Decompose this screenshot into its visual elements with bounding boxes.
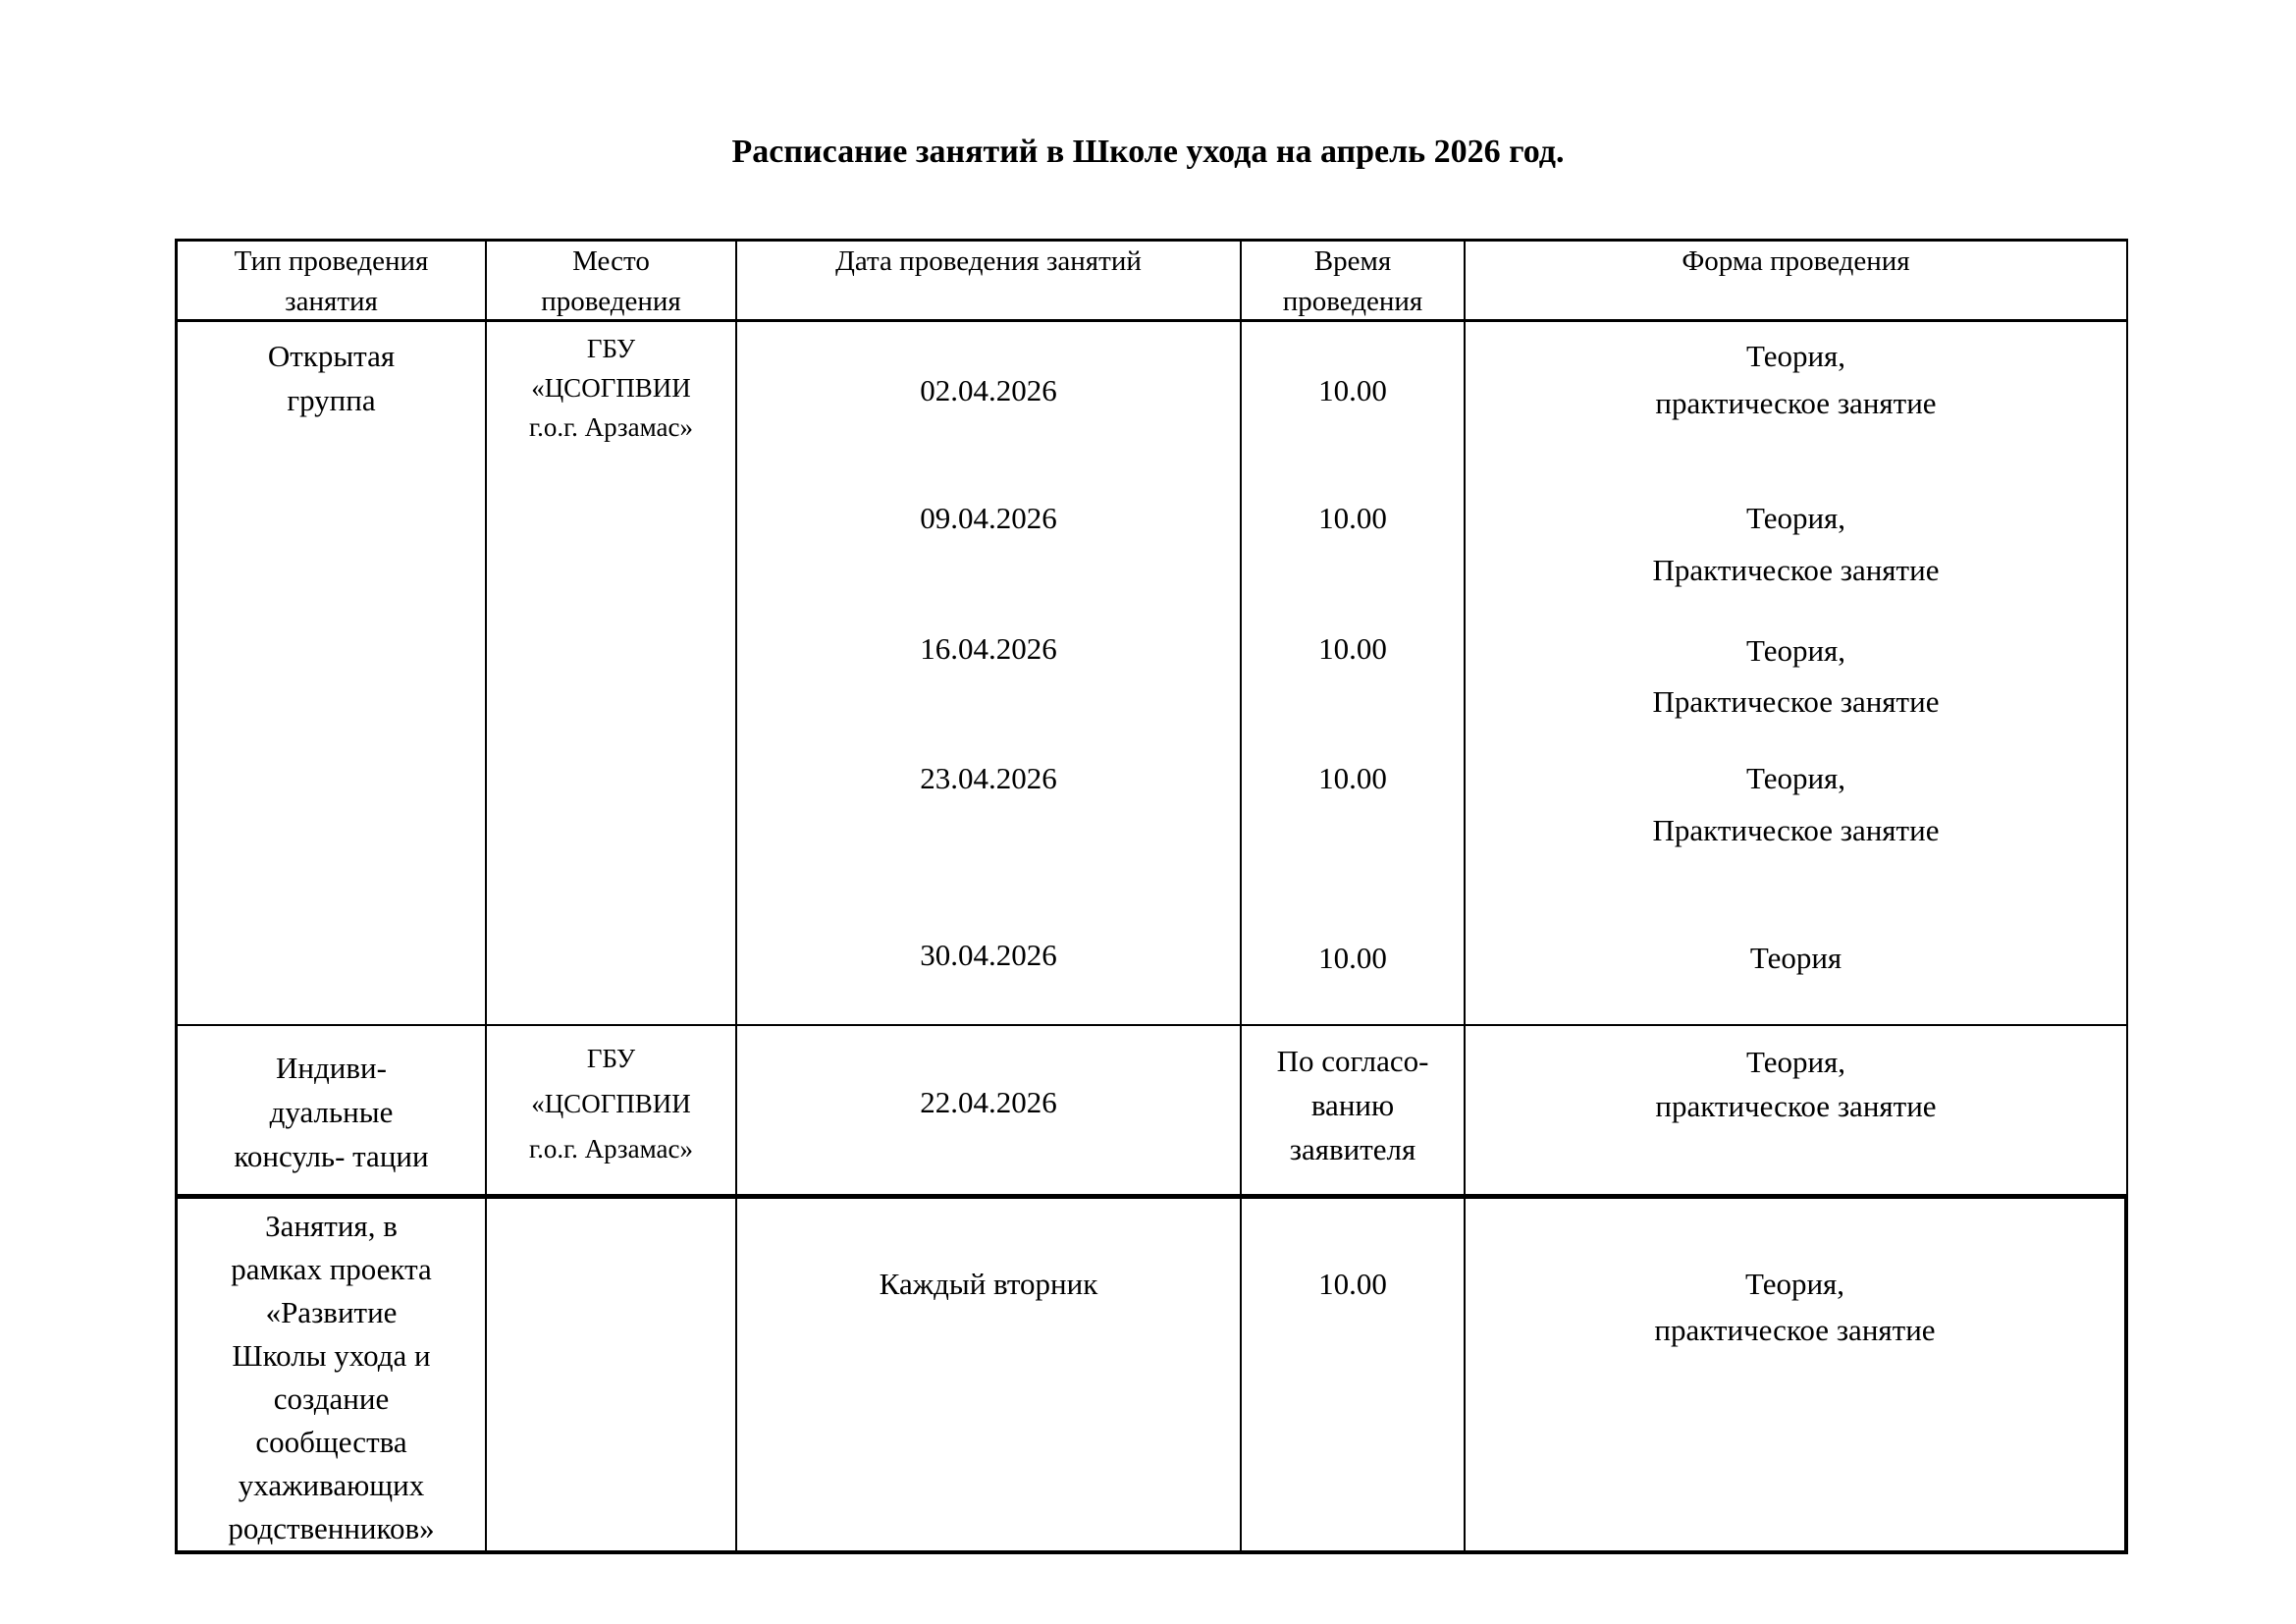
session-time: 10.00: [1318, 631, 1387, 666]
place-line: «ЦСОГПВИИ: [531, 373, 691, 403]
cell-type-individual: [178, 1026, 487, 1199]
type-line: сообщества: [255, 1425, 407, 1459]
header-cell-date: [737, 242, 1242, 322]
type-line: рамках проекта: [231, 1252, 432, 1286]
session-time: 10.00: [1318, 761, 1387, 795]
cell-form-individual: [1466, 1026, 2128, 1199]
type-line: Занятия, в: [265, 1209, 398, 1243]
type-line: родственников»: [228, 1511, 435, 1545]
session-date: 22.04.2026: [920, 1085, 1057, 1119]
cell-place-open-group: [487, 322, 737, 1026]
header-cell-form: [1466, 242, 2128, 322]
session-date: 23.04.2026: [920, 761, 1057, 795]
session-date: 09.04.2026: [920, 501, 1057, 535]
session-form-line: Теория,: [1745, 1045, 1846, 1079]
cell-times-open-group: [1242, 322, 1466, 1026]
header-type-line1: Тип проведения: [234, 245, 429, 277]
header-place-line2: проведения: [541, 286, 681, 317]
cell-time-project: [1242, 1199, 1466, 1554]
cell-date-individual: [737, 1026, 1242, 1199]
cell-dates-open-group: [737, 322, 1242, 1026]
type-line: Индиви-: [276, 1051, 387, 1085]
header-cell-type: [178, 242, 487, 322]
session-form-line: Практическое занятие: [1652, 684, 1940, 719]
session-form-line: Теория,: [1745, 339, 1846, 373]
session-form-line: практическое занятие: [1655, 1089, 1937, 1123]
type-line: группа: [287, 383, 376, 417]
cell-date-project: [737, 1199, 1242, 1554]
cell-forms-open-group: [1466, 322, 2128, 1026]
type-line: «Развитие: [265, 1295, 398, 1329]
type-line: консуль- тации: [234, 1139, 429, 1173]
cell-type-project: [178, 1199, 487, 1554]
place-line: «ЦСОГПВИИ: [531, 1089, 691, 1118]
cell-place-project-empty: [487, 1199, 737, 1554]
session-time: 10.00: [1318, 1267, 1387, 1301]
header-cell-place: [487, 242, 737, 322]
type-line: Школы ухода и: [232, 1338, 431, 1373]
header-type-line2: занятия: [285, 286, 378, 317]
session-date: 30.04.2026: [920, 938, 1057, 972]
session-form-line: Практическое занятие: [1652, 553, 1940, 587]
schedule-table: [175, 239, 2128, 1554]
place-line: ГБУ: [586, 1044, 636, 1073]
cell-form-project: [1466, 1199, 2128, 1554]
header-date-label: Дата проведения занятий: [835, 245, 1142, 277]
session-form-line: Теория,: [1745, 633, 1846, 668]
session-form-line: Теория: [1749, 941, 1842, 975]
header-time-line1: Время: [1313, 245, 1392, 277]
session-time: 10.00: [1318, 501, 1387, 535]
header-cell-time: [1242, 242, 1466, 322]
type-line: создание: [273, 1381, 390, 1416]
time-line: ванию: [1310, 1088, 1395, 1122]
header-time-line2: проведения: [1282, 286, 1423, 317]
session-time: 10.00: [1318, 373, 1387, 407]
place-line: ГБУ: [586, 334, 636, 363]
cell-type-open-group: [178, 322, 487, 1026]
place-line: г.о.г. Арзамас»: [529, 412, 693, 442]
session-date: Каждый вторник: [879, 1267, 1098, 1301]
session-form-line: Практическое занятие: [1652, 813, 1940, 847]
type-line: дуальные: [269, 1095, 394, 1129]
header-place-line1: Место: [572, 245, 650, 277]
cell-place-individual: [487, 1026, 737, 1199]
session-date: 16.04.2026: [920, 631, 1057, 666]
time-line: По согласо-: [1276, 1044, 1429, 1078]
session-form-line: практическое занятие: [1654, 1313, 1936, 1347]
type-line: ухаживающих: [238, 1468, 425, 1502]
session-time: 10.00: [1318, 941, 1387, 975]
session-form-line: Теория,: [1745, 761, 1846, 795]
page-title: Расписание занятий в Школе ухода на апрель 2026 год.: [731, 134, 1565, 170]
session-form-line: Теория,: [1745, 501, 1846, 535]
session-date: 02.04.2026: [920, 373, 1057, 407]
session-form-line: Теория,: [1744, 1267, 1845, 1301]
time-line: заявителя: [1289, 1132, 1416, 1166]
session-form-line: практическое занятие: [1655, 386, 1937, 420]
place-line: г.о.г. Арзамас»: [529, 1134, 693, 1164]
type-line: Открытая: [267, 339, 396, 373]
header-form-label: Форма проведения: [1682, 245, 1910, 277]
cell-time-individual: [1242, 1026, 1466, 1199]
